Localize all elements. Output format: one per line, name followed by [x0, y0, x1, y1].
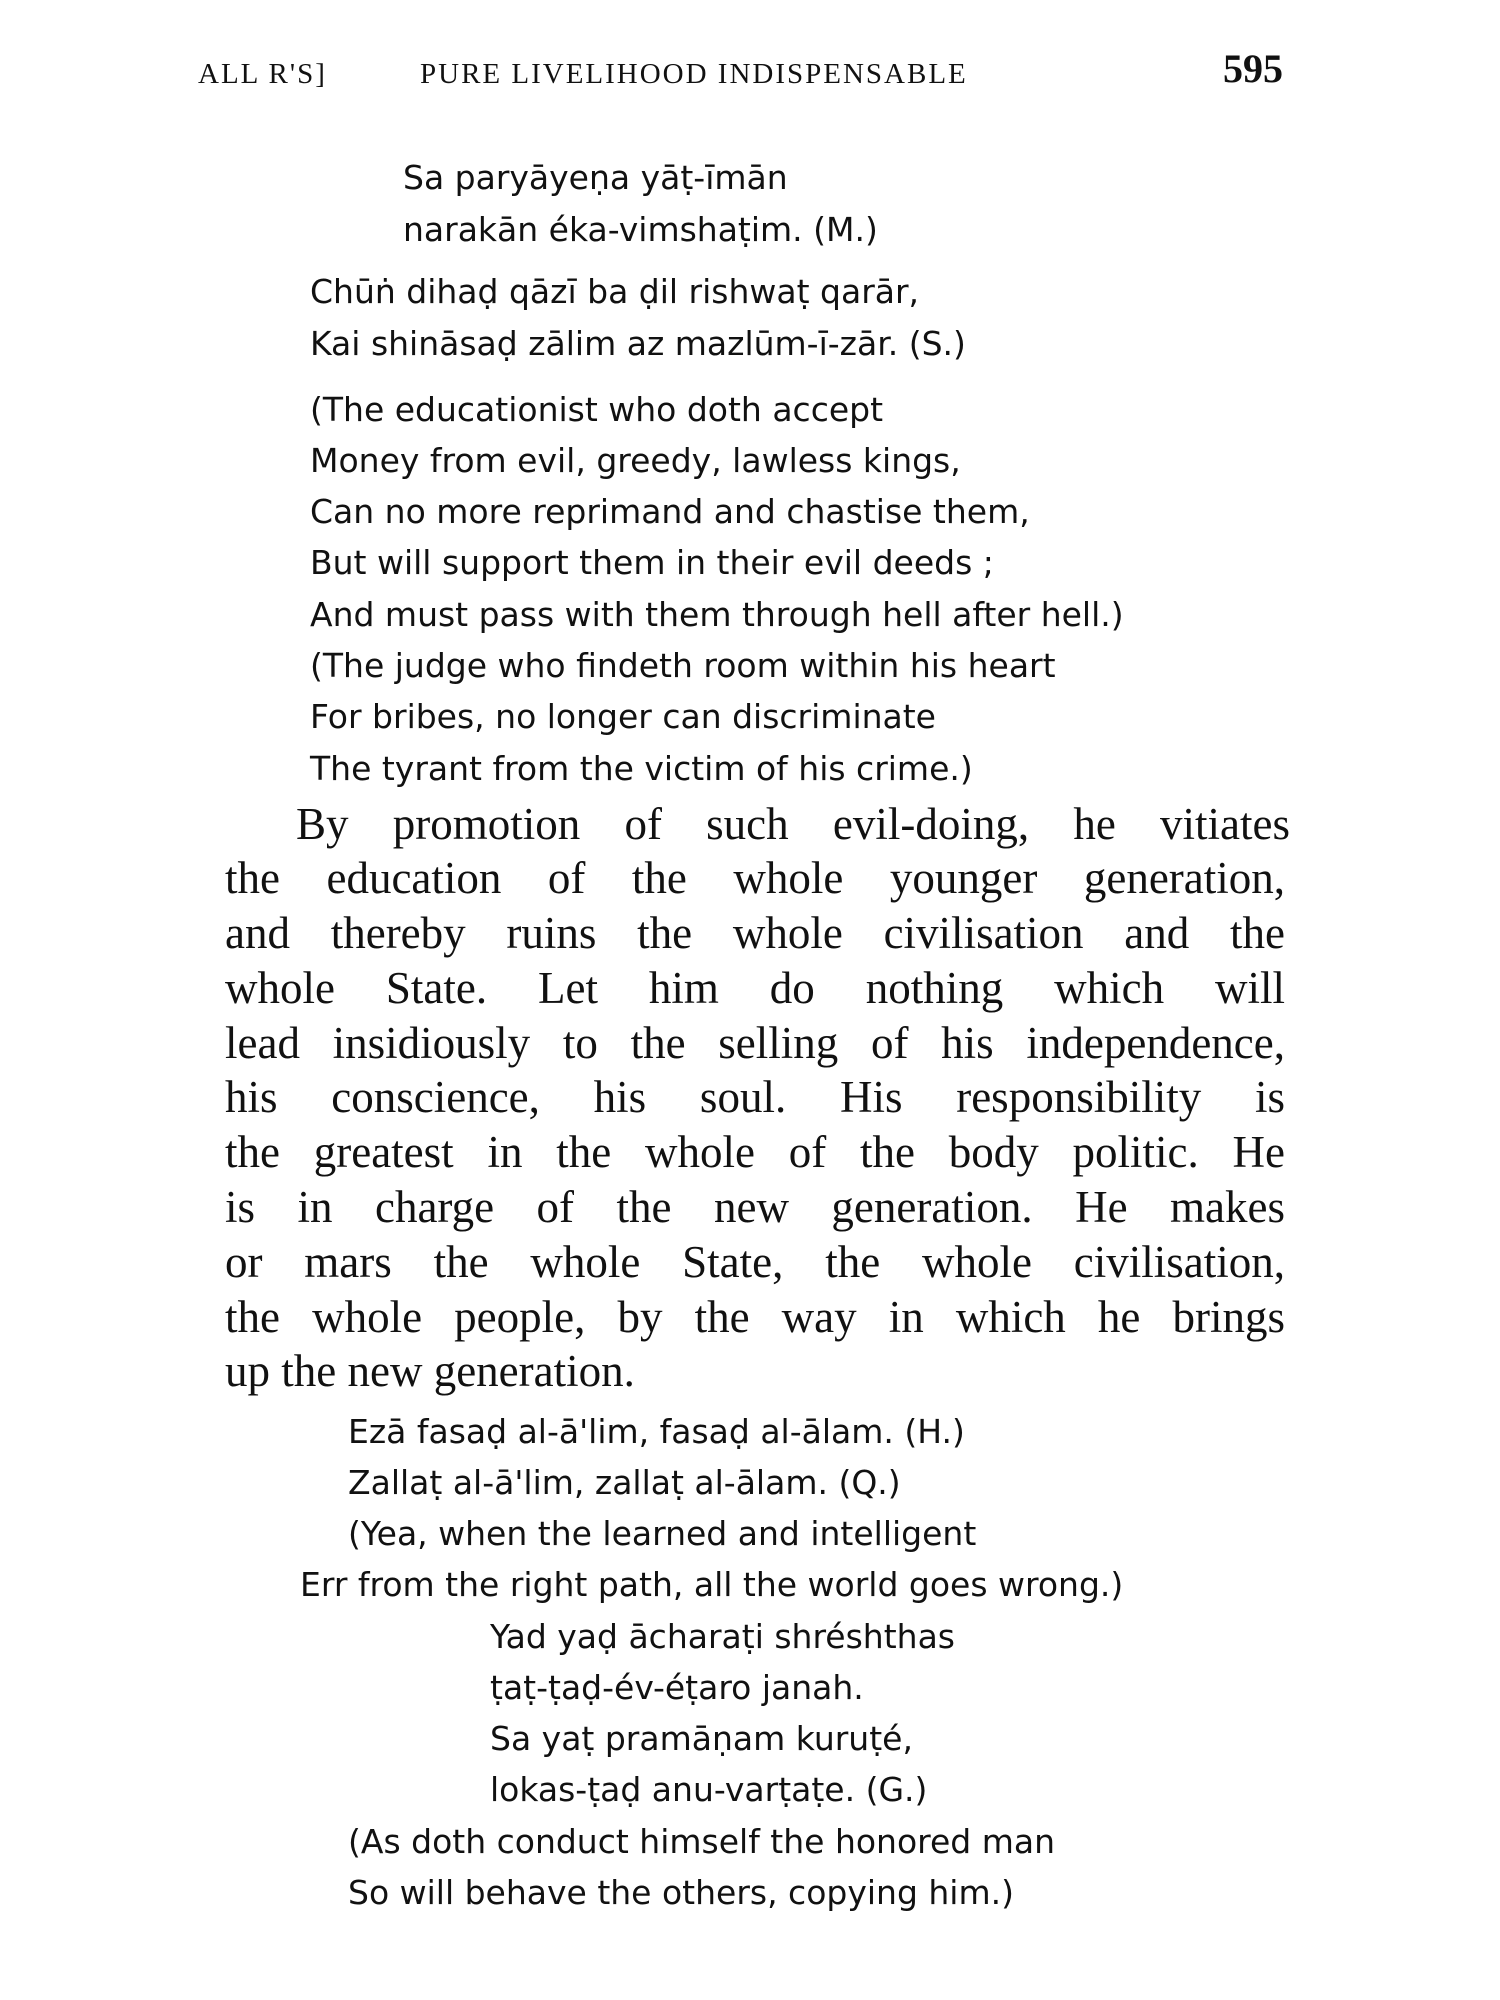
- paragraph-line: up the new generation.: [225, 1346, 635, 1396]
- running-head-section: ALL R'S]: [198, 58, 327, 90]
- verse-line: Sa paryāyeṇa yāṭ-īmān: [403, 158, 788, 197]
- paragraph-line: the greatest in the whole of the body politic. He: [225, 1127, 1285, 1177]
- translation-line: (As doth conduct himself the honored man: [348, 1822, 1056, 1861]
- paragraph-line: and thereby ruins the whole civilisation and the: [225, 908, 1285, 958]
- translation-line: Err from the right path, all the world goes wrong.): [300, 1565, 1124, 1604]
- translation-line: For bribes, no longer can discriminate: [310, 697, 936, 736]
- verse-line: narakān éka-vimshaṭim. (M.): [403, 210, 878, 249]
- page-number: 595: [1223, 46, 1283, 91]
- paragraph-line: lead insidiously to the selling of his independence,: [225, 1018, 1285, 1068]
- verse-line: Yad yaḍ ācharaṭi shréshthas: [490, 1617, 955, 1656]
- verse-line: Chūṅ dihaḍ qāzī ba ḍil rishwaṭ qarār,: [310, 272, 920, 311]
- translation-line: But will support them in their evil deeds ;: [310, 543, 994, 582]
- paragraph-line: or mars the whole State, the whole civilisation,: [225, 1237, 1285, 1287]
- translation-line: So will behave the others, copying him.): [348, 1873, 1014, 1912]
- paragraph-line: the whole people, by the way in which he brings: [225, 1292, 1285, 1342]
- paragraph-line: By promotion of such evil-doing, he vitiates: [296, 799, 1290, 849]
- verse-line: ṭaṭ-ṭaḍ-év-éṭaro janah.: [490, 1668, 864, 1707]
- translation-line: Can no more reprimand and chastise them,: [310, 492, 1030, 531]
- verse-line: Zallaṭ al-ā'lim, zallaṭ al-ālam. (Q.): [348, 1463, 901, 1502]
- verse-line: lokas-ṭaḍ anu-varṭaṭe. (G.): [490, 1770, 928, 1809]
- running-head: [198, 40, 1298, 100]
- verse-line: Kai shināsaḍ zālim az mazlūm-ī-zār. (S.): [310, 324, 966, 363]
- paragraph-line: is in charge of the new generation. He makes: [225, 1182, 1285, 1232]
- verse-line: Sa yaṭ pramāṇam kuruṭé,: [490, 1719, 913, 1758]
- paragraph-line: his conscience, his soul. His responsibility is: [225, 1072, 1285, 1122]
- paragraph-line: the education of the whole younger generation,: [225, 853, 1285, 903]
- translation-line: Money from evil, greedy, lawless kings,: [310, 441, 961, 480]
- verse-line: Ezā fasaḍ al-ā'lim, fasaḍ al-ālam. (H.): [348, 1412, 965, 1451]
- paragraph-line: whole State. Let him do nothing which will: [225, 963, 1285, 1013]
- translation-line: (Yea, when the learned and intelligent: [348, 1514, 977, 1553]
- translation-line: (The educationist who doth accept: [310, 390, 884, 429]
- translation-line: The tyrant from the victim of his crime.): [310, 749, 973, 788]
- running-head-title: PURE LIVELIHOOD INDISPENSABLE: [420, 58, 968, 90]
- translation-line: (The judge who findeth room within his heart: [310, 646, 1056, 685]
- translation-line: And must pass with them through hell after hell.): [310, 595, 1124, 634]
